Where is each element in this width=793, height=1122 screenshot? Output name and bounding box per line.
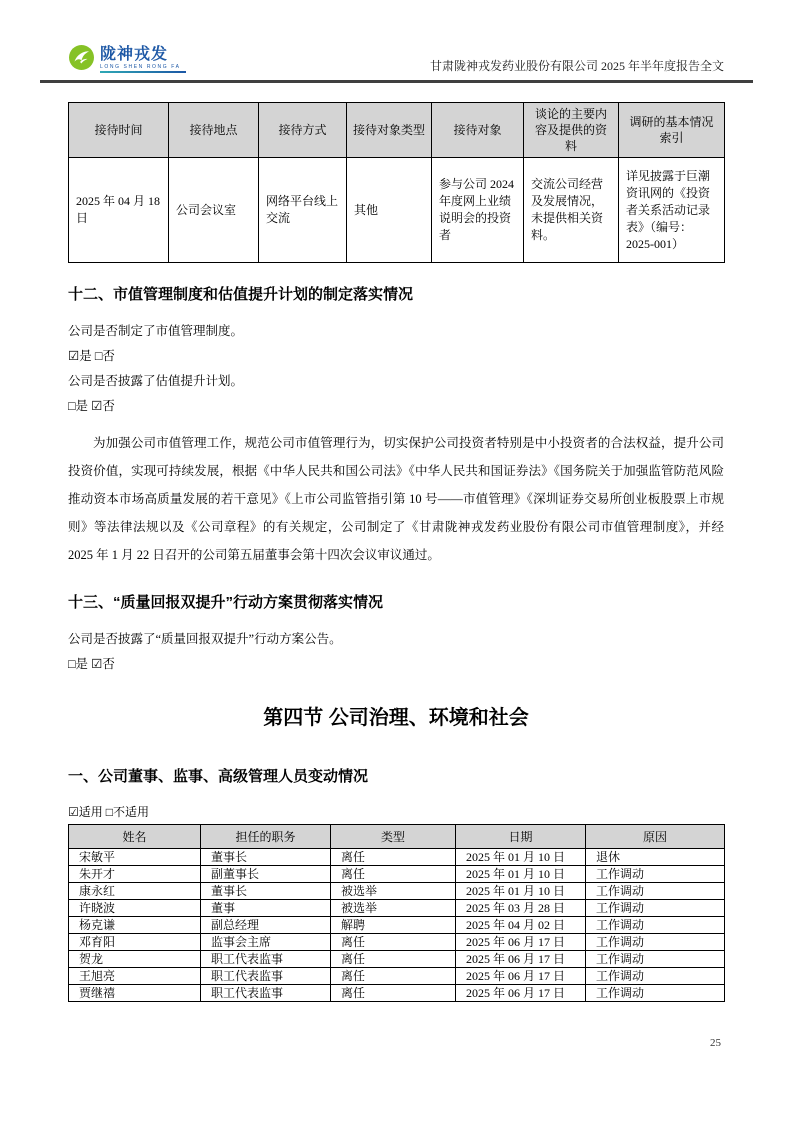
table-cell: 离任 xyxy=(331,985,456,1002)
table-cell: 董事长 xyxy=(201,883,331,900)
table-cell: 工作调动 xyxy=(586,917,725,934)
table-cell: 详见披露于巨潮资讯网的《投资者关系活动记录表》（编号：2025-001） xyxy=(619,158,725,263)
column-header: 接待对象类型 xyxy=(347,103,432,158)
table-row xyxy=(69,985,725,1002)
reception-table xyxy=(68,102,725,263)
company-logo xyxy=(68,44,186,76)
chapter-4-title: 第四节 公司治理、环境和社会 xyxy=(263,707,529,729)
personnel-table-head xyxy=(69,825,725,849)
table-cell: 2025 年 06 月 17 日 xyxy=(456,934,586,951)
table-cell: 职工代表监事 xyxy=(201,968,331,985)
table-cell: 工作调动 xyxy=(586,934,725,951)
table-cell: 监事会主席 xyxy=(201,934,331,951)
column-header: 接待方式 xyxy=(259,103,347,158)
table-cell: 工作调动 xyxy=(586,985,725,1002)
logo-bird-icon xyxy=(68,44,95,76)
table-cell: 工作调动 xyxy=(586,900,725,917)
column-header: 日期 xyxy=(456,825,586,849)
report-title: 甘肃陇神戎发药业股份有限公司 2025 年半年度报告全文 xyxy=(429,59,724,73)
table-cell: 解聘 xyxy=(331,917,456,934)
table-cell: 王旭亮 xyxy=(69,968,201,985)
table-cell: 副董事长 xyxy=(201,866,331,883)
header-rule xyxy=(40,80,753,83)
table-cell: 贾继禧 xyxy=(69,985,201,1002)
column-header: 接待对象 xyxy=(432,103,524,158)
table-row xyxy=(69,934,725,951)
section-12-question-2: 公司是否披露了估值提升计划。 xyxy=(68,374,244,388)
column-header: 谈论的主要内容及提供的资料 xyxy=(524,103,619,158)
table-cell: 朱开才 xyxy=(69,866,201,883)
table-cell: 2025 年 04 月 02 日 xyxy=(456,917,586,934)
personnel-table-body xyxy=(69,849,725,1002)
section-12-answer-1: ☑是 □否 xyxy=(68,349,115,363)
table-cell: 离任 xyxy=(331,951,456,968)
table-cell: 工作调动 xyxy=(586,951,725,968)
applicable-checkbox-line: ☑适用 □不适用 xyxy=(68,805,150,819)
table-cell: 离任 xyxy=(331,866,456,883)
table-cell: 职工代表监事 xyxy=(201,985,331,1002)
table-cell: 2025 年 01 月 10 日 xyxy=(456,883,586,900)
reception-table-body xyxy=(69,158,725,263)
table-cell: 康永红 xyxy=(69,883,201,900)
table-cell: 2025 年 04 月 18 日 xyxy=(69,158,169,263)
column-header: 接待地点 xyxy=(169,103,259,158)
table-cell: 副总经理 xyxy=(201,917,331,934)
page-content xyxy=(68,102,724,1002)
table-row xyxy=(69,951,725,968)
table-cell: 网络平台线上交流 xyxy=(259,158,347,263)
table-cell: 离任 xyxy=(331,934,456,951)
table-cell: 2025 年 06 月 17 日 xyxy=(456,985,586,1002)
table-cell: 2025 年 06 月 17 日 xyxy=(456,968,586,985)
header-row xyxy=(69,825,725,849)
table-cell: 2025 年 01 月 10 日 xyxy=(456,866,586,883)
table-row xyxy=(69,866,725,883)
table-cell: 离任 xyxy=(331,968,456,985)
table-cell: 参与公司 2024 年度网上业绩说明会的投资者 xyxy=(432,158,524,263)
logo-text xyxy=(100,47,186,73)
column-header: 调研的基本情况索引 xyxy=(619,103,725,158)
page-number: 25 xyxy=(710,1037,721,1049)
table-cell: 邓育阳 xyxy=(69,934,201,951)
reception-table-head xyxy=(69,103,725,158)
table-row xyxy=(69,900,725,917)
logo-en-label: LONG SHEN RONG FA xyxy=(100,64,181,70)
section-12-paragraph: 为加强公司市值管理工作，规范公司市值管理行为，切实保护公司投资者特别是中小投资者的合法权益，提升公司投资价值，实现可持续发展，根据《中华人民共和国公司法》《中华人民共和国证券法》《国务院关于加强监管防范风险推动资本市场高质量发展的若干意见》《上市公司监管指引第 10 号——市值管理》《深圳证券交易所创业板股票上市规则》等法律法规以及《公司章程》的有关规定，公司制定了《甘肃陇神戎发药业股份有限公司市值管理制度》，并经 2025 年 1 月 22 日召开的公司第五届董事会第十四次会议审议通过。 xyxy=(68,436,724,562)
table-cell: 离任 xyxy=(331,849,456,866)
column-header: 类型 xyxy=(331,825,456,849)
table-cell: 公司会议室 xyxy=(169,158,259,263)
section-12-question-1: 公司是否制定了市值管理制度。 xyxy=(68,324,244,338)
table-cell: 贺龙 xyxy=(69,951,201,968)
table-row xyxy=(69,917,725,934)
table-cell: 许晓波 xyxy=(69,900,201,917)
column-header: 担任的职务 xyxy=(201,825,331,849)
logo-underline xyxy=(100,71,186,73)
table-row xyxy=(69,849,725,866)
table-cell: 工作调动 xyxy=(586,968,725,985)
table-cell: 2025 年 06 月 17 日 xyxy=(456,951,586,968)
table-row xyxy=(69,968,725,985)
table-cell: 工作调动 xyxy=(586,883,725,900)
table-cell: 职工代表监事 xyxy=(201,951,331,968)
table-cell: 被选举 xyxy=(331,900,456,917)
page-header xyxy=(40,0,753,83)
table-cell: 董事长 xyxy=(201,849,331,866)
table-cell: 其他 xyxy=(347,158,432,263)
table-cell: 被选举 xyxy=(331,883,456,900)
section-13-question-1: 公司是否披露了“质量回报双提升”行动方案公告。 xyxy=(68,632,342,646)
table-row xyxy=(69,158,725,263)
section-13-heading: 十三、“质量回报双提升”行动方案贯彻落实情况 xyxy=(68,594,384,611)
table-cell: 董事 xyxy=(201,900,331,917)
table-cell: 交流公司经营及发展情况，未提供相关资料。 xyxy=(524,158,619,263)
table-cell: 宋敏平 xyxy=(69,849,201,866)
personnel-table xyxy=(68,824,725,1002)
column-header: 接待时间 xyxy=(69,103,169,158)
chapter-4-section-1-heading: 一、公司董事、监事、高级管理人员变动情况 xyxy=(68,768,369,785)
column-header: 原因 xyxy=(586,825,725,849)
section-12-heading: 十二、市值管理制度和估值提升计划的制定落实情况 xyxy=(68,286,414,303)
section-13-answer-1: □是 ☑否 xyxy=(68,657,115,671)
header-row xyxy=(69,103,725,158)
table-row xyxy=(69,883,725,900)
column-header: 姓名 xyxy=(69,825,201,849)
logo-cn-label: 陇神戎发 xyxy=(100,46,169,63)
table-cell: 退休 xyxy=(586,849,725,866)
table-cell: 2025 年 01 月 10 日 xyxy=(456,849,586,866)
table-cell: 2025 年 03 月 28 日 xyxy=(456,900,586,917)
table-cell: 工作调动 xyxy=(586,866,725,883)
table-cell: 杨克谦 xyxy=(69,917,201,934)
section-12-answer-2: □是 ☑否 xyxy=(68,399,115,413)
